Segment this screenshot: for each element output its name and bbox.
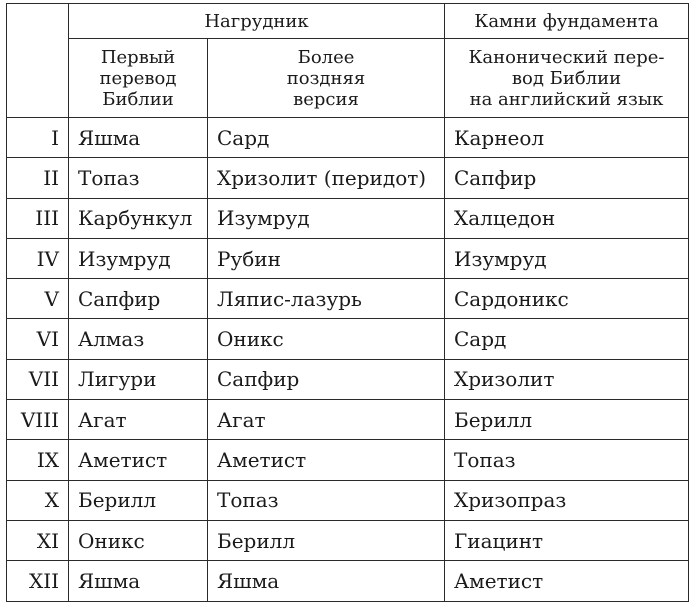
first-translation-line: Первый: [100, 46, 176, 68]
later-version-cell: Рубин: [208, 238, 445, 278]
canonical-cell: Хризолит: [445, 359, 689, 399]
later-version-cell: Агат: [208, 400, 445, 440]
canonical-translation-line: на английский язык: [469, 88, 664, 110]
first-translation-cell: Яшма: [69, 561, 208, 601]
row-number: IV: [7, 238, 69, 278]
table-row: [7, 198, 689, 238]
later-version-cell: Изумруд: [208, 198, 445, 238]
row-number: III: [7, 198, 69, 238]
later-version-cell: Яшма: [208, 561, 445, 601]
later-version-cell: Аметист: [208, 440, 445, 480]
row-number: IX: [7, 440, 69, 480]
row-number: V: [7, 279, 69, 319]
first-translation-cell: Яшма: [69, 118, 208, 158]
later-version-cell: Сард: [208, 118, 445, 158]
later-version-cell: Оникс: [208, 319, 445, 359]
header-row-sub: [7, 39, 689, 118]
table-row: [7, 561, 689, 601]
row-number: XII: [7, 561, 69, 601]
header-row-top: [7, 4, 689, 39]
canonical-cell: Сапфир: [445, 158, 689, 198]
first-translation-cell: Алмаз: [69, 319, 208, 359]
table-row: [7, 319, 689, 359]
table-row: [7, 400, 689, 440]
first-translation-line: Библии: [102, 88, 174, 110]
table-row: [7, 480, 689, 520]
table-row: [7, 118, 689, 158]
row-number: VI: [7, 319, 69, 359]
first-translation-cell: Изумруд: [69, 238, 208, 278]
table-row: [7, 238, 689, 278]
canonical-cell: Берилл: [445, 400, 689, 440]
later-version-cell: Ляпис-лазурь: [208, 279, 445, 319]
row-number: II: [7, 158, 69, 198]
later-version-cell: Берилл: [208, 520, 445, 560]
row-number: VII: [7, 359, 69, 399]
canonical-cell: Карнеол: [445, 118, 689, 158]
row-number: VIII: [7, 400, 69, 440]
gemstones-table: [6, 3, 689, 602]
table-row: [7, 158, 689, 198]
canonical-cell: Халцедон: [445, 198, 689, 238]
canonical-cell: Аметист: [445, 561, 689, 601]
later-version-line: версия: [293, 88, 359, 110]
first-translation-cell: Топаз: [69, 158, 208, 198]
canonical-cell: Хризопраз: [445, 480, 689, 520]
canonical-cell: Сардоникс: [445, 279, 689, 319]
corner-cell: [7, 4, 69, 118]
table-row: [7, 279, 689, 319]
row-number: XI: [7, 520, 69, 560]
first-translation-cell: Сапфир: [69, 279, 208, 319]
first-translation-cell: Лигури: [69, 359, 208, 399]
canonical-cell: Топаз: [445, 440, 689, 480]
canonical-cell: Гиацинт: [445, 520, 689, 560]
later-version-header: [208, 39, 445, 118]
later-version-line: поздняя: [286, 67, 366, 89]
canonical-translation-line: вод Библии: [511, 67, 622, 89]
canonical-cell: Изумруд: [445, 238, 689, 278]
row-number: X: [7, 480, 69, 520]
first-translation-cell: Оникс: [69, 520, 208, 560]
canonical-translation-header: [445, 39, 689, 118]
later-version-line: Более: [297, 46, 355, 68]
table-row: [7, 520, 689, 560]
first-translation-cell: Аметист: [69, 440, 208, 480]
later-version-cell: Топаз: [208, 480, 445, 520]
row-number: I: [7, 118, 69, 158]
first-translation-cell: Карбункул: [69, 198, 208, 238]
later-version-cell: Хризолит (перидот): [208, 158, 445, 198]
first-translation-cell: Берилл: [69, 480, 208, 520]
breastplate-header: Нагрудник: [69, 4, 445, 39]
first-translation-line: перевод: [99, 67, 177, 89]
first-translation-cell: Агат: [69, 400, 208, 440]
table-row: [7, 440, 689, 480]
first-translation-header: [69, 39, 208, 118]
foundation-header: Камни фундамента: [445, 4, 689, 39]
canonical-cell: Сард: [445, 319, 689, 359]
table-row: [7, 359, 689, 399]
later-version-cell: Сапфир: [208, 359, 445, 399]
canonical-translation-line: Канонический пере-: [468, 46, 665, 68]
